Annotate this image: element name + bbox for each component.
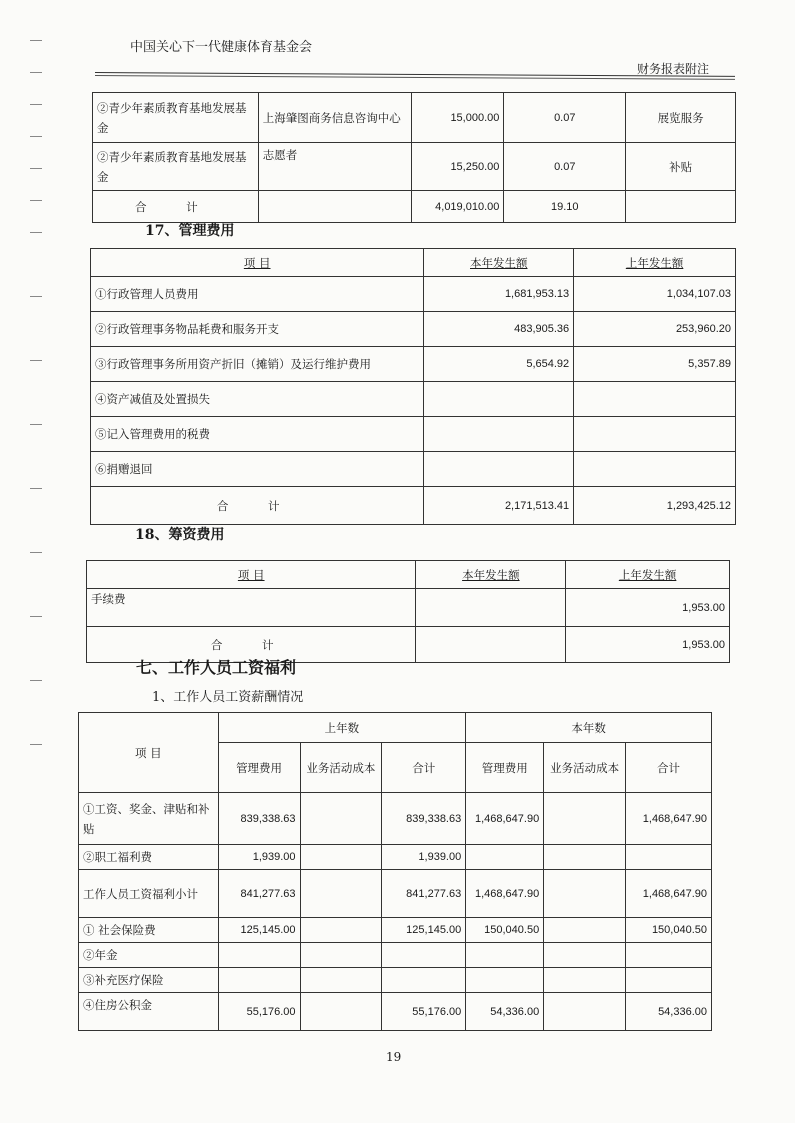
- row-label: 工作人员工资福利小计: [79, 870, 219, 918]
- row-label: ①工资、奖金、津贴和补贴: [79, 793, 219, 845]
- cur-mgmt: [466, 845, 544, 870]
- row-current: 483,905.36: [424, 312, 574, 347]
- table-header-row: [91, 249, 736, 277]
- cell-ratio: 0.07: [504, 143, 626, 191]
- cell-type: 补贴: [626, 143, 736, 191]
- prev-mgmt: 125,145.00: [218, 918, 300, 943]
- prev-sum: [382, 943, 466, 968]
- row-previous: 1,034,107.03: [574, 277, 736, 312]
- row-current: 5,654.92: [424, 347, 574, 382]
- table-row: [91, 417, 736, 452]
- row-label: ③行政管理事务所用资产折旧（摊销）及运行维护费用: [91, 347, 424, 382]
- row-current: [424, 382, 574, 417]
- cur-biz: [544, 968, 626, 993]
- prev-sum: 1,939.00: [382, 845, 466, 870]
- cur-mgmt: [466, 943, 544, 968]
- header-current: 本年发生额: [416, 561, 566, 589]
- cell-empty: [258, 191, 412, 223]
- total-amount: 4,019,010.00: [412, 191, 504, 223]
- table-row: [91, 312, 736, 347]
- cell-party: 上海肇图商务信息咨询中心: [258, 93, 412, 143]
- cur-sum: 1,468,647.90: [625, 793, 711, 845]
- header-mgmt: 管理费用: [218, 743, 300, 793]
- prev-sum: 839,338.63: [382, 793, 466, 845]
- page-number: 19: [386, 1050, 402, 1064]
- prev-biz: [300, 968, 382, 993]
- table-row: [93, 143, 736, 191]
- row-current: [424, 417, 574, 452]
- cell-empty: [626, 191, 736, 223]
- row-label: ⑥捐赠退回: [91, 452, 424, 487]
- prev-biz: [300, 993, 382, 1031]
- cur-biz: [544, 918, 626, 943]
- prev-biz: [300, 870, 382, 918]
- total-previous: 1,953.00: [566, 627, 730, 663]
- table-total-row: [91, 487, 736, 525]
- cur-sum: [625, 968, 711, 993]
- section-7-subtitle: 1、工作人员工资薪酬情况: [152, 690, 304, 705]
- header-sum: 合计: [625, 743, 711, 793]
- row-label: ⑤记入管理费用的税费: [91, 417, 424, 452]
- total-current: [416, 627, 566, 663]
- header-org: 中国关心下一代健康体育基金会: [130, 40, 313, 55]
- row-previous: [574, 382, 736, 417]
- cur-mgmt: 1,468,647.90: [466, 793, 544, 845]
- header-sum: 合计: [382, 743, 466, 793]
- row-label: ① 社会保险费: [79, 918, 219, 943]
- prev-mgmt: [218, 968, 300, 993]
- row-previous: 253,960.20: [574, 312, 736, 347]
- header-cur-year: 本年数: [466, 713, 712, 743]
- binding-edge: [30, 40, 44, 1040]
- section-18-title: 18、筹资费用: [135, 527, 225, 543]
- header-previous: 上年发生额: [566, 561, 730, 589]
- table-row: [91, 277, 736, 312]
- prev-sum: 841,277.63: [382, 870, 466, 918]
- header-item: 项 目: [79, 713, 219, 793]
- section-7-title: 七、工作人员工资福利: [136, 658, 297, 677]
- table-16-tail: [92, 92, 736, 223]
- prev-sum: [382, 968, 466, 993]
- prev-mgmt: [218, 943, 300, 968]
- cell-amount: 15,250.00: [412, 143, 504, 191]
- header-biz: 业务活动成本: [544, 743, 626, 793]
- cur-biz: [544, 993, 626, 1031]
- total-label: 合 计: [93, 191, 259, 223]
- row-current: 1,681,953.13: [424, 277, 574, 312]
- cur-sum: [625, 845, 711, 870]
- header-mgmt: 管理费用: [466, 743, 544, 793]
- row-label: ④住房公积金: [79, 993, 219, 1031]
- cur-mgmt: 54,336.00: [466, 993, 544, 1031]
- prev-sum: 125,145.00: [382, 918, 466, 943]
- total-ratio: 19.10: [504, 191, 626, 223]
- row-label: ③补充医疗保险: [79, 968, 219, 993]
- table-row: [79, 993, 712, 1031]
- row-previous: [574, 452, 736, 487]
- row-label: ①行政管理人员费用: [91, 277, 424, 312]
- cell-name: ②青少年素质教育基地发展基金: [93, 143, 259, 191]
- prev-mgmt: 1,939.00: [218, 845, 300, 870]
- table-staff-compensation: [78, 712, 712, 1031]
- total-current: 2,171,513.41: [424, 487, 574, 525]
- table-row: [91, 382, 736, 417]
- header-prev-year: 上年数: [218, 713, 466, 743]
- prev-mgmt: 55,176.00: [218, 993, 300, 1031]
- row-previous: 5,357.89: [574, 347, 736, 382]
- table-header-row: [87, 561, 730, 589]
- cur-biz: [544, 845, 626, 870]
- cur-sum: [625, 943, 711, 968]
- cur-sum: 54,336.00: [625, 993, 711, 1031]
- table-row: [93, 191, 736, 223]
- prev-mgmt: 841,277.63: [218, 870, 300, 918]
- cell-ratio: 0.07: [504, 93, 626, 143]
- table-management-expenses: [90, 248, 736, 525]
- row-label: ②职工福利费: [79, 845, 219, 870]
- prev-biz: [300, 943, 382, 968]
- row-label: ②年金: [79, 943, 219, 968]
- header-item: 项 目: [91, 249, 424, 277]
- row-label: ②行政管理事务物品耗费和服务开支: [91, 312, 424, 347]
- table-row: [91, 347, 736, 382]
- prev-sum: 55,176.00: [382, 993, 466, 1031]
- cell-party: 志愿者: [258, 143, 412, 191]
- row-label: ④资产减值及处置损失: [91, 382, 424, 417]
- header-biz: 业务活动成本: [300, 743, 382, 793]
- table-row: [79, 968, 712, 993]
- cell-name: ②青少年素质教育基地发展基金: [93, 93, 259, 143]
- row-label: 手续费: [87, 589, 416, 627]
- total-previous: 1,293,425.12: [574, 487, 736, 525]
- prev-mgmt: 839,338.63: [218, 793, 300, 845]
- cur-sum: 1,468,647.90: [625, 870, 711, 918]
- cur-biz: [544, 793, 626, 845]
- table-row: [79, 870, 712, 918]
- cell-amount: 15,000.00: [412, 93, 504, 143]
- cur-mgmt: 150,040.50: [466, 918, 544, 943]
- table-row: [79, 793, 712, 845]
- table-row: [91, 452, 736, 487]
- table-fundraising-expenses: [86, 560, 730, 663]
- header-previous: 上年发生额: [574, 249, 736, 277]
- table-row: [93, 93, 736, 143]
- header-current: 本年发生额: [424, 249, 574, 277]
- header-item: 项 目: [87, 561, 416, 589]
- cell-type: 展览服务: [626, 93, 736, 143]
- table-row: [79, 943, 712, 968]
- prev-biz: [300, 845, 382, 870]
- cur-mgmt: 1,468,647.90: [466, 870, 544, 918]
- section-17-title: 17、管理费用: [145, 223, 235, 239]
- header-doc-title: 财务报表附注: [637, 62, 710, 76]
- row-current: [416, 589, 566, 627]
- table-row: [79, 918, 712, 943]
- row-previous: 1,953.00: [566, 589, 730, 627]
- cur-biz: [544, 870, 626, 918]
- table-header-row: [79, 713, 712, 743]
- prev-biz: [300, 918, 382, 943]
- total-label: 合 计: [91, 487, 424, 525]
- cur-sum: 150,040.50: [625, 918, 711, 943]
- prev-biz: [300, 793, 382, 845]
- cur-mgmt: [466, 968, 544, 993]
- table-row: [87, 589, 730, 627]
- cur-biz: [544, 943, 626, 968]
- row-current: [424, 452, 574, 487]
- table-row: [79, 845, 712, 870]
- row-previous: [574, 417, 736, 452]
- total-label: 合 计: [87, 627, 416, 663]
